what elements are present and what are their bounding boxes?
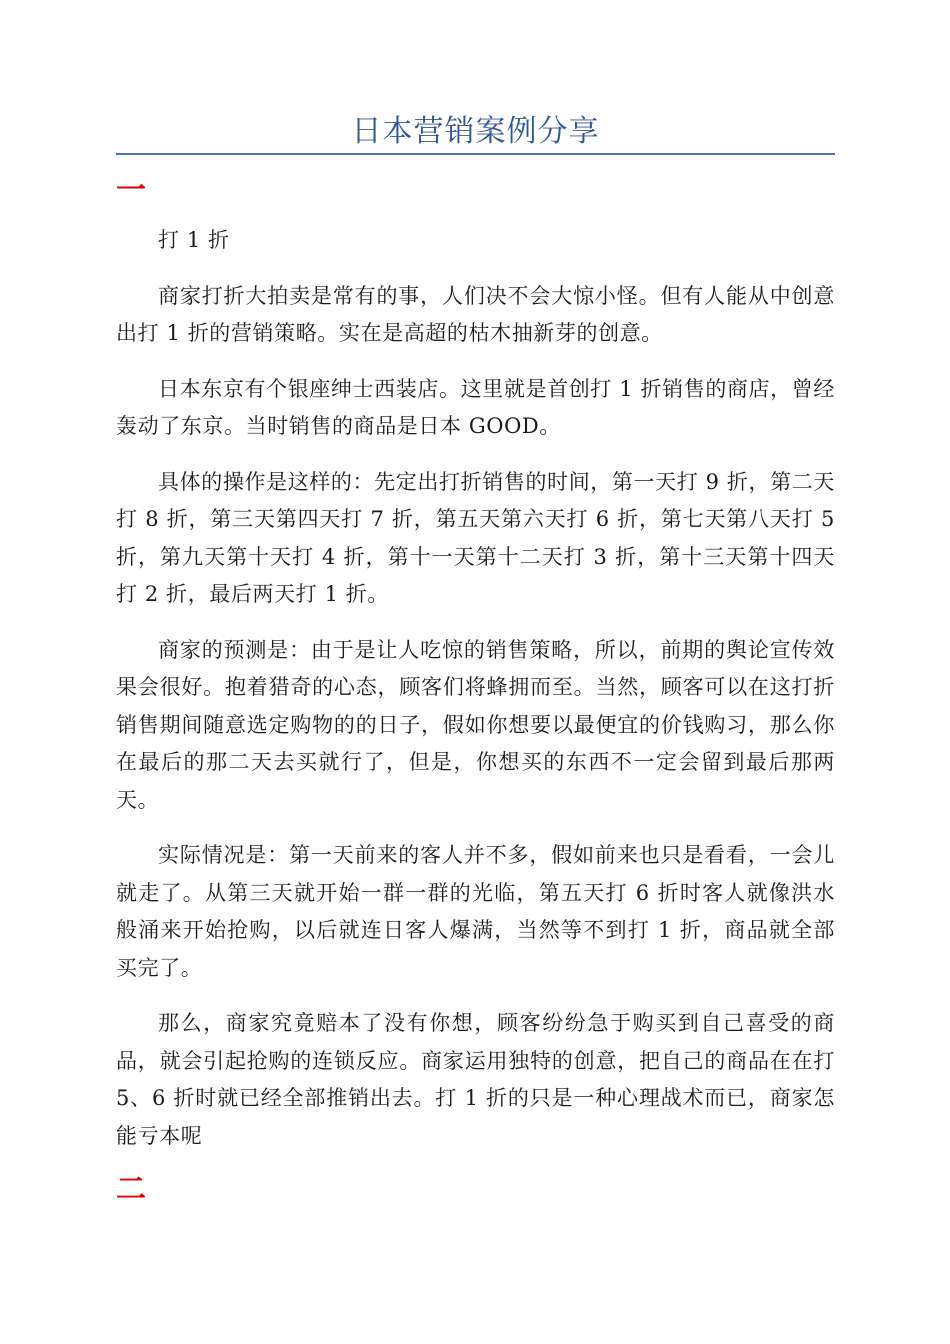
paragraph-subtitle: 打 1 折 <box>158 228 230 252</box>
paragraph-intro: 商家打折大拍卖是常有的事，人们决不会大惊小怪。但有人能从中创意出打 1 折的营销策略。实在是高超的枯木抽新芽的创意。 <box>116 283 835 345</box>
paragraph-operation: 具体的操作是这样的：先定出打折销售的时间，第一天打 9 折，第二天打 8 折，第三天第四天打 7 折，第五天第六天打 6 折，第七天第八天打 5 折，第九天第十天打 4 折，第十一天第十二天打 3 折，第十三天第十四天打 2 折，最后两天打 1 折。 <box>116 469 835 606</box>
paragraph-actual: 实际情况是：第一天前来的客人并不多，假如前来也只是看看，一会儿就走了。从第三天就开始一群一群的光临，第五天打 6 折时客人就像洪水般涌来开始抢购，以后就连日客人爆满，当然等不到打 1 折，商品就全部买完了。 <box>116 843 835 980</box>
section-marker-2: 二 <box>116 1172 146 1207</box>
paragraph-store: 日本东京有个银座绅士西装店。这里就是首创打 1 折销售的商店，曾经轰动了东京。当时销售的商品是日本 GOOD。 <box>116 376 835 438</box>
document-title: 日本营销案例分享 <box>351 114 600 149</box>
document-body <box>116 222 835 1173</box>
title-underline <box>116 153 835 155</box>
paragraph-prediction: 商家的预测是：由于是让人吃惊的销售策略，所以，前期的舆论宣传效果会很好。抱着猎奇的心态，顾客们将蜂拥而至。当然，顾客可以在这打折销售期间随意选定购物的的日子，假如你想要以最便宜的价钱购习，那么你在最后的那二天去买就行了，但是，你想买的东西不一定会留到最后那两天。 <box>116 637 835 812</box>
paragraph-conclusion: 那么，商家究竟赔本了没有你想，顾客纷纷急于购买到自己喜受的商品，就会引起抢购的连锁反应。商家运用独特的创意，把自己的商品在在打 5、6 折时就已经全部推销出去。打 1 折的只是一种心理战术而已，商家怎能亏本呢 <box>116 1011 835 1148</box>
section-marker-1: 一 <box>116 173 146 208</box>
